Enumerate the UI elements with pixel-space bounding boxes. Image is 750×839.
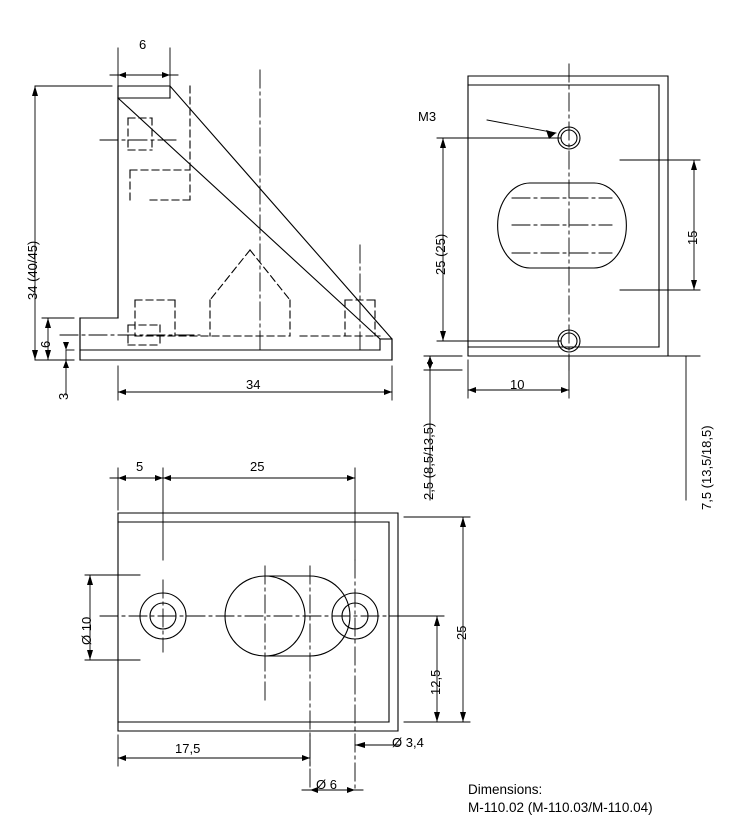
- caption-title: Dimensions:: [468, 782, 543, 797]
- side-view-dimension-lines: [35, 48, 392, 400]
- dim-base-thickness: 3: [56, 392, 71, 400]
- dim-counterbore-dia: Ø 10: [79, 616, 94, 645]
- dim-edge-to-hole: 5: [136, 459, 144, 474]
- dim-hole-to-hole: 25: [250, 459, 265, 474]
- dim-slot-width-dia: Ø 6: [316, 777, 337, 792]
- caption-part-numbers: M-110.02 (M-110.03/M-110.04): [468, 800, 653, 815]
- side-view-centre-lines: [60, 70, 360, 352]
- dim-bottom-offset: 2,5 (8,5/13,5): [421, 422, 436, 500]
- side-view-hidden-lines: [128, 86, 380, 345]
- dim-left-bottom: 17,5: [175, 741, 201, 756]
- callout-m3: M3: [418, 109, 437, 124]
- plan-view-centre-lines: [100, 560, 420, 790]
- side-view-arrowheads: [32, 72, 392, 395]
- side-view-outline: [80, 86, 392, 360]
- dim-top-offset: 7,5 (13,5/18,5): [699, 425, 714, 510]
- dim-overall-height: 34 (40/45): [25, 240, 40, 300]
- plan-view-outline: [118, 513, 398, 731]
- end-view-centre-lines: [512, 64, 612, 370]
- end-view-slot: [498, 183, 627, 268]
- dim-plate-width: 10: [510, 377, 525, 392]
- dim-top-width: 6: [139, 37, 147, 52]
- dim-overall-length: 34: [246, 377, 261, 392]
- dim-centre-offset: 12,5: [428, 669, 443, 695]
- dim-foot-height: 6: [38, 340, 53, 348]
- dim-through-hole-dia: Ø 3,4: [392, 735, 424, 750]
- dim-plate-depth: 25: [454, 625, 469, 640]
- dim-hole-spacing: 25 (25): [433, 233, 448, 275]
- dim-slot-height: 15: [685, 230, 700, 245]
